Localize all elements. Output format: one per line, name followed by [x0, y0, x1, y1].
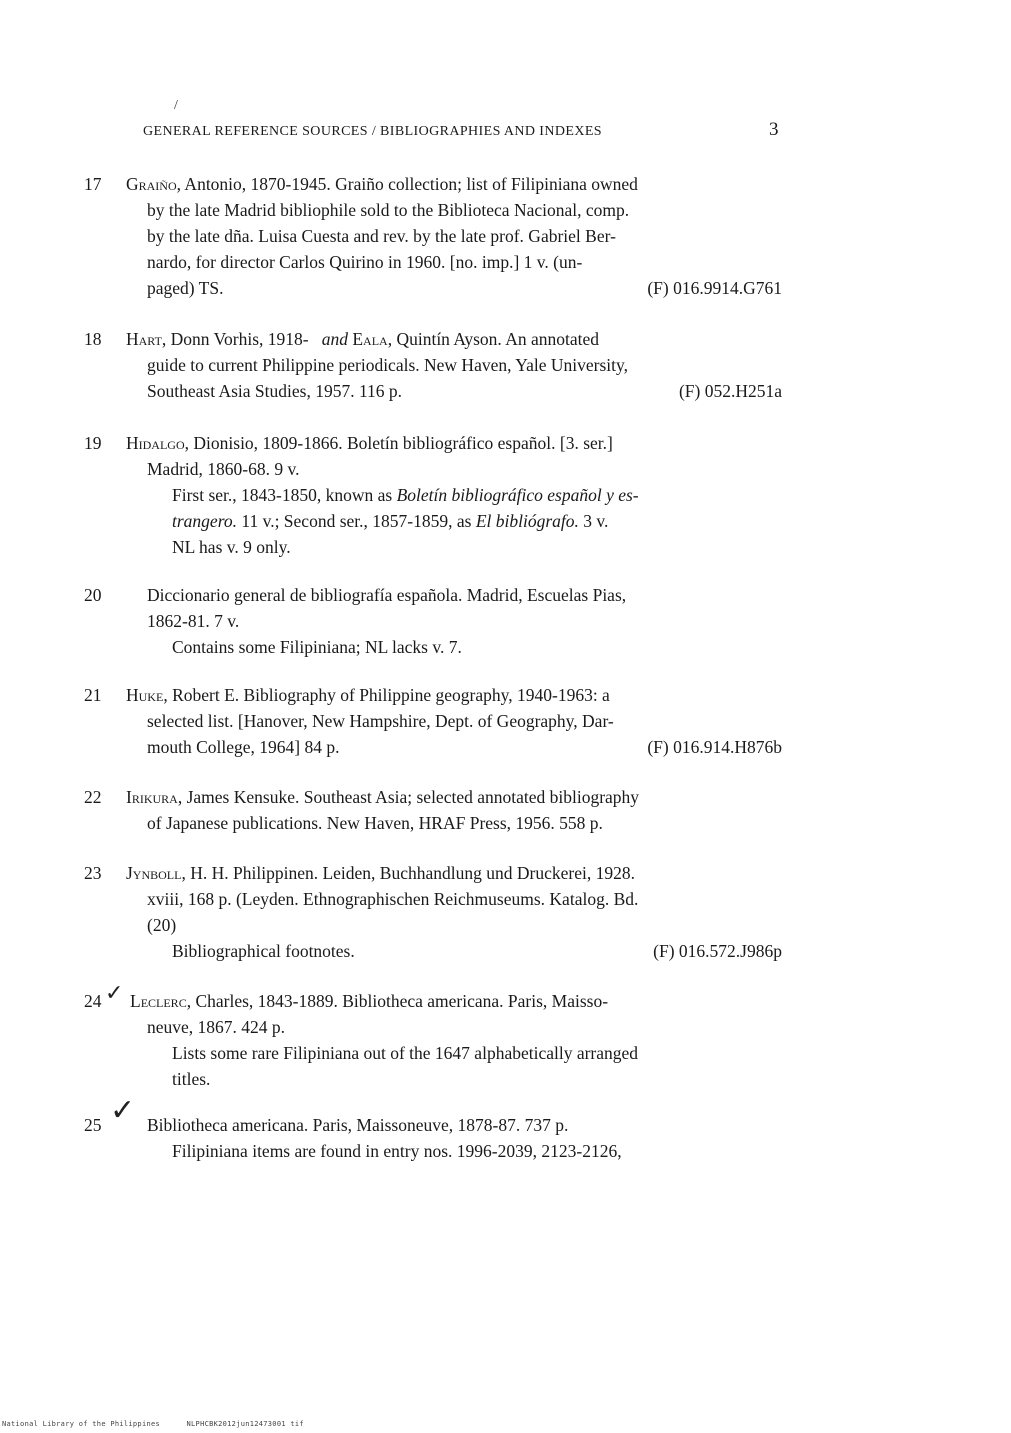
entry-body: Hart, Donn Vorhis, 1918- and Eala, Quintín Ayson. An annotated guide to current Philippine periodicals. New Haven, Yale University, Southeast Asia Studies, 1957. 116 p. (F) 052.H251a: [126, 326, 782, 404]
entry-body: Bibliotheca americana. Paris, Maissoneuve, 1878-87. 737 p. Filipiniana items are found in entry nos. 1996-2039, 2123-2126,: [126, 1112, 782, 1164]
entry-number: 23: [84, 863, 102, 883]
entry-number: 22: [84, 787, 102, 807]
entry-number: 25: [84, 1115, 102, 1135]
tick-mark: /: [174, 98, 178, 113]
entry-note: Filipiniana items are found in entry nos. 1996-2039, 2123-2126,: [172, 1141, 622, 1161]
author-name: Hidalgo: [126, 433, 185, 453]
entry-note: NL has v. 9 only.: [172, 537, 291, 557]
author-name: Hart: [126, 329, 162, 349]
call-number: (F) 016.9914.G761: [647, 278, 782, 298]
call-number: (F) 016.914.H876b: [647, 737, 782, 757]
entry-number: 18: [84, 329, 102, 349]
entry-note: trangero. 11 v.; Second ser., 1857-1859, as El bibliógrafo. 3 v.: [172, 511, 609, 531]
entry-body: Jynboll, H. H. Philippinen. Leiden, Buchhandlung und Druckerei, 1928. xviii, 168 p. (Leyden. Ethnographischen Reichmuseums. Katalog. Bd. (20) Bibliographical footnotes. (F) 016.572.J986p: [126, 860, 782, 964]
call-number: (F) 016.572.J986p: [653, 941, 782, 961]
running-head: GENERAL REFERENCE SOURCES / BIBLIOGRAPHIES AND INDEXES: [143, 124, 602, 139]
footer-library: National Library of the Philippines: [2, 1420, 161, 1428]
entry-note: Contains some Filipiniana; NL lacks v. 7.: [172, 637, 462, 657]
checkmark-icon: ✓: [110, 1094, 136, 1127]
author-name: Graiño: [126, 174, 177, 194]
footer-file-id: NLPHCBK2012jun12473001 tif: [186, 1420, 304, 1428]
entry-number: 20: [84, 585, 102, 605]
entry-body: Irikura, James Kensuke. Southeast Asia; selected annotated bibliography of Japanese publications. New Haven, HRAF Press, 1956. 558 p.: [126, 787, 640, 833]
call-number: (F) 052.H251a: [678, 381, 782, 401]
author-name: Jynboll: [126, 863, 182, 883]
page-number: 3: [769, 119, 779, 140]
coauthor-name: Eala: [352, 329, 388, 349]
entry-body: Hidalgo, Dionisio, 1809-1866. Boletín bibliográfico español. [3. ser.] Madrid, 1860-68. 9 v. First ser., 1843-1850, known as Boletín bibliográfico español y es- trangero. 11 v.; Second ser., 1857-1859, as El bibliógrafo. 3 v. NL has v. 9 only.: [126, 430, 782, 560]
scan-footer: [2, 1420, 326, 1428]
author-name: Huke: [126, 685, 164, 705]
entry-note: Bibliographical footnotes. (F) 016.572.J986p: [126, 938, 782, 964]
entry-body: Leclerc, Charles, 1843-1889. Bibliotheca americana. Paris, Maisso- neuve, 1867. 424 p. Lists some rare Filipiniana out of the 1647 alphabetically arranged titles.: [126, 988, 782, 1092]
author-name: Irikura: [126, 787, 178, 807]
entry-number: 17: [84, 174, 102, 194]
entry-number: 24: [84, 991, 102, 1011]
entry-body: Diccionario general de bibliografía española. Madrid, Escuelas Pias, 1862-81. 7 v. Contains some Filipiniana; NL lacks v. 7.: [126, 582, 782, 660]
entry-number: 21: [84, 685, 102, 705]
author-name: Leclerc: [130, 991, 187, 1011]
entry-note: First ser., 1843-1850, known as Boletín bibliográfico español y es-: [172, 485, 639, 505]
checkmark-icon: ✓: [105, 980, 124, 1005]
entry-number: 19: [84, 433, 102, 453]
entry-body: Graiño, Antonio, 1870-1945. Graiño collection; list of Filipiniana owned by the late Madrid bibliophile sold to the Biblioteca Nacional, comp. by the late dña. Luisa Cuesta and rev. by the late prof. Gabriel Ber- nardo, for director Carlos Quirino in 1960. [no. imp.] 1 v. (un- paged) TS. (F) 016.9914.G761: [126, 171, 782, 301]
entry-note: titles.: [172, 1069, 211, 1089]
entry-body: Huke, Robert E. Bibliography of Philippine geography, 1940-1963: a selected list. [Hanover, New Hampshire, Dept. of Geography, Dar- mouth College, 1964] 84 p. (F) 016.914.H876b: [126, 682, 782, 760]
entry-note: Lists some rare Filipiniana out of the 1647 alphabetically arranged: [172, 1043, 639, 1063]
